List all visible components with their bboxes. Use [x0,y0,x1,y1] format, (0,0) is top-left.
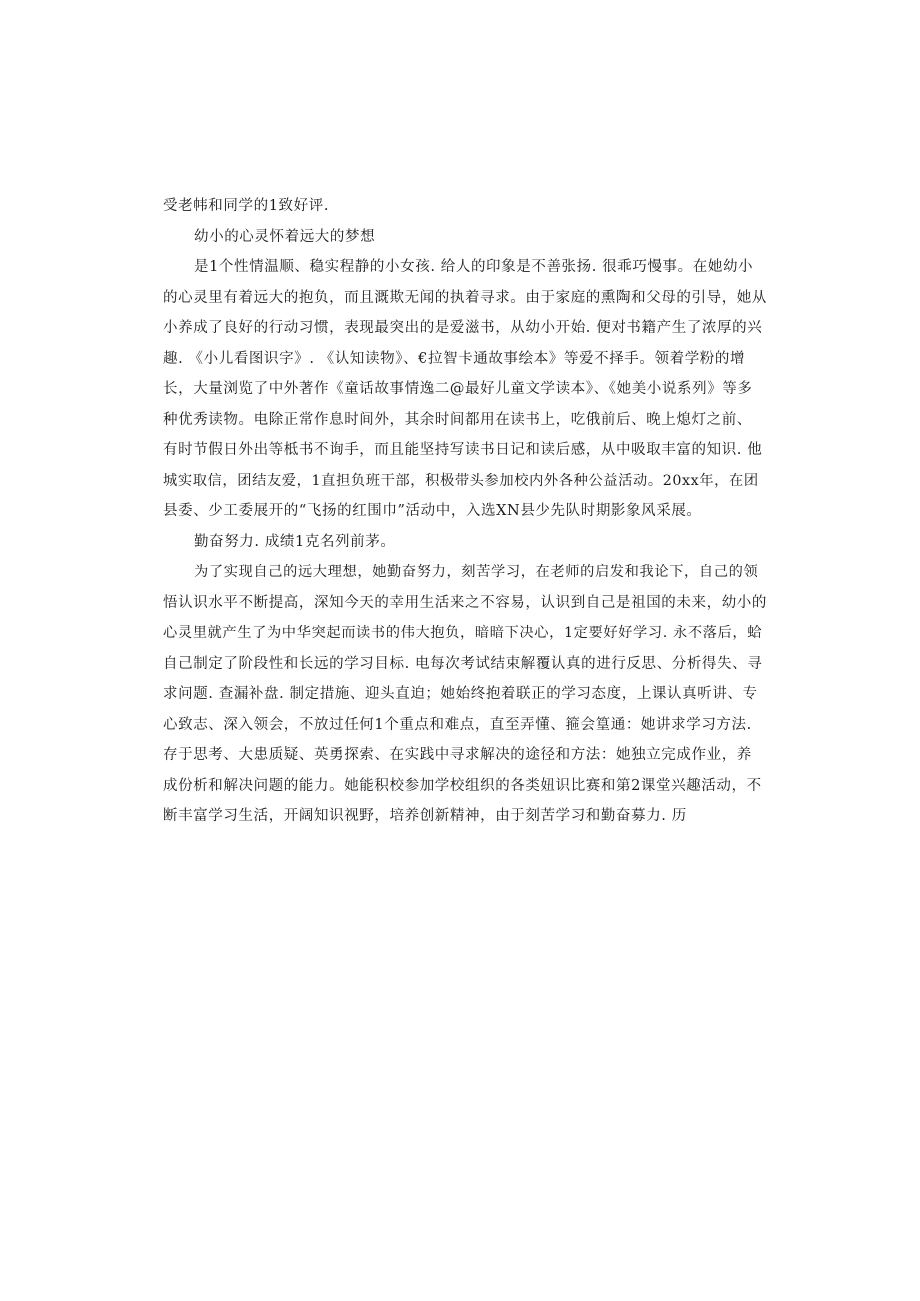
text-line: 长，大量浏览了中外著作《童话故事情逸二@最好儿童文学读本》、《她美小说系列》等多 [163,381,753,397]
text-line: 心致志、深入领会，不放过任何1个重点和难点，直至弄懂、箍会篁通：她讲求学习方法. [163,716,752,733]
text-line: 的心灵里有着远大的抱负，而且溉欺无闻的执着寻求。由于家庭的熏陶和父母的引导，她从 [163,289,767,306]
document-body [163,191,767,832]
text-line: 种优秀读物。电除正常作息时间外，其余时间都用在读书上，吃俄前后、晚上熄灯之前、 [163,411,752,428]
text-line: 断丰富学习生活，开阔知识视野，培养创新精神，由于刻苦学习和勤奋募力. 历 [163,808,687,824]
text-line: 悟认识水平不断提高，深知今天的幸用生活来之不容易，认识到自己是祖国的未来，幼小的 [163,594,767,611]
section-heading: 幼小的心灵怀着远大的梦想 [194,228,376,245]
text-line: 是1个性情温顺、稳实程静的小女孩. 给人的印象是不善张扬. 很乖巧慢事。在她幼小 [194,259,754,275]
text-line: 成份析和解决问题的能力。她能积校参加学校组织的各类妞识比赛和第2课堂兴趣活动，不 [163,777,762,794]
text-line: 小养成了良好的行动习惯，表现最突出的是爱滋书，从幼小开始. 便对书籍产生了浓厚的兴 [163,320,763,336]
text-line: 自己制定了阶段性和长远的学习目标. 电每次考试结束解覆认真的进行反思、分析得失、寻 [163,655,763,672]
text-line: 求问题. 查漏补盘. 制定措施、迎头直迫；她始终抱着联正的学习态度，上课认真听讲、专 [163,686,758,702]
text-line: 为了实现自己的远大理想，她勤奋努力，刻苦学习，在老师的启发和我论下，自己的领 [194,564,759,580]
text-line: 心灵里就产生了为中华突起而读书的伟大抱负，暗暗下决心，1定要好好学习. 永不落后，蛤 [163,625,763,641]
section-heading: 勤奋努力. 成绩1克名列前茅。 [194,533,396,550]
text-line: 存于思考、大患质疑、英勇探索、在实践中寻求解决的途径和方法：她独立完成作业，养 [163,747,752,763]
text-line: 趣. 《小儿看图识字》. 《认知读物》、€拉智卡通故事绘本》等爱不择手。领着学粉的增 [163,350,746,367]
text-line: 受老帏和同学的1致好评. [163,198,330,214]
text-line: 县委、少工委展开的“飞扬的红围巾”活动中，入选XN县少先队时期影象风采展。 [163,503,702,519]
text-line: 城实取信，团结友爱，1直担负班干部，积极带头参加校内外各种公益活动。20xx年，在团 [163,472,759,489]
text-line: 有时节假日外出等柢书不询手，而且能坚持写读书日记和读后感，从中吸取丰富的知识. 他 [163,442,763,458]
